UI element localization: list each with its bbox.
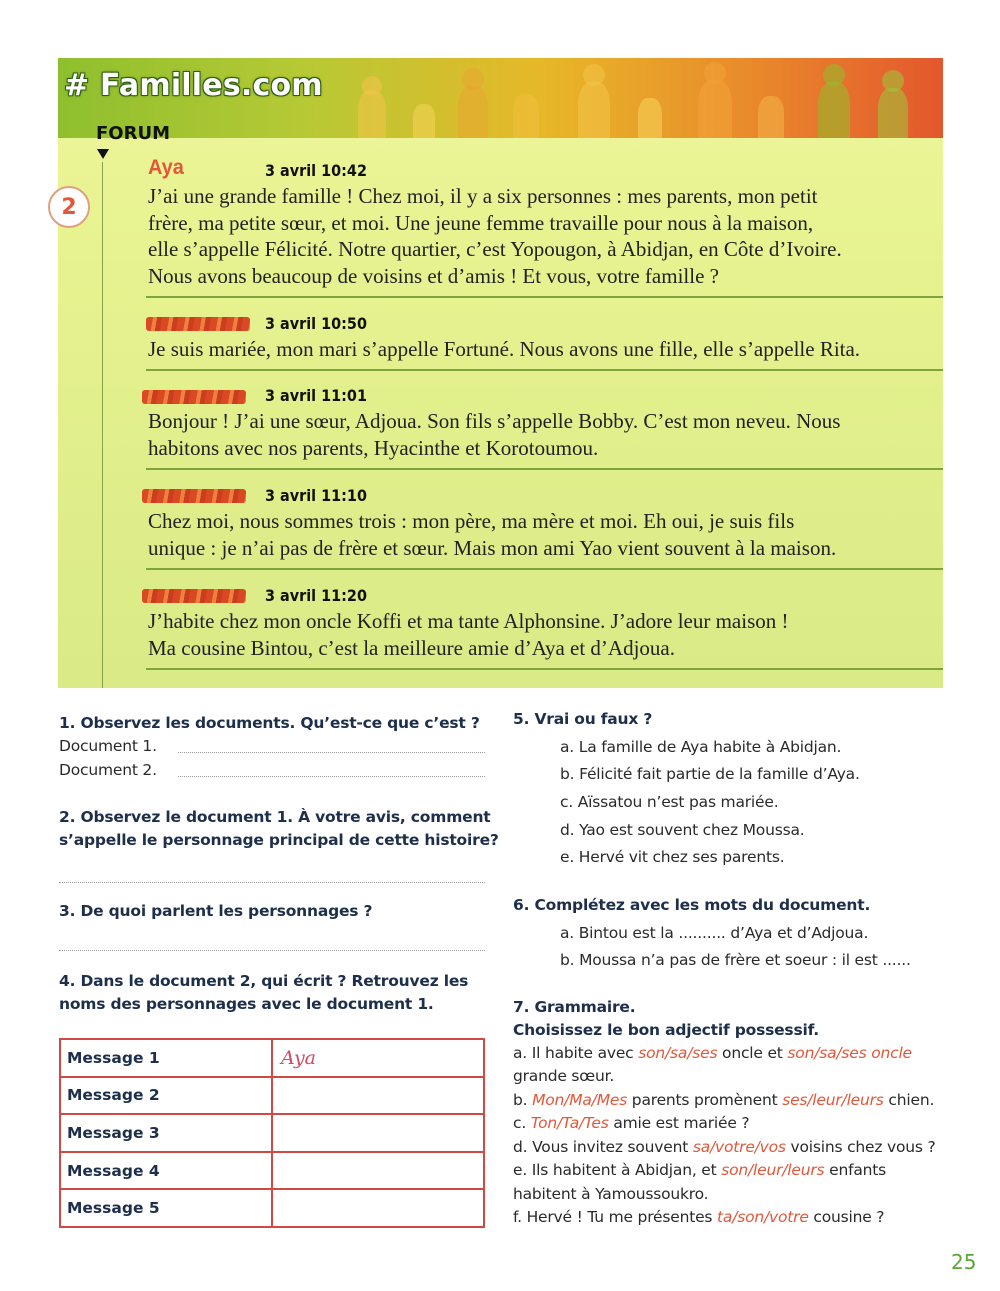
post-body — [148, 608, 938, 661]
question-4-title-line1: 4. Dans le document 2, qui écrit ? Retrouvez les — [59, 972, 469, 990]
document-1-label: Document 1. — [59, 737, 157, 755]
possessive-options: Mon/Ma/Mes — [532, 1091, 628, 1109]
question-4-title-line2: noms des personnages avec le document 1. — [59, 995, 434, 1013]
answer-line[interactable] — [178, 776, 485, 777]
possessive-options: Ton/Ta/Tes — [530, 1114, 609, 1132]
fill-in-item: b. Moussa n’a pas de frère et soeur : il est ...... — [560, 951, 911, 969]
question-7-title: 7. Grammaire. — [513, 998, 636, 1016]
possessive-options: sa/votre/vos — [692, 1138, 786, 1156]
grammar-item-b — [513, 1089, 934, 1112]
post-line: unique : je n’ai pas de frère et sœur. Mais mon ami Yao vient souvent à la maison. — [148, 535, 837, 560]
grammar-text: d. Vous invitez souvent — [513, 1138, 693, 1156]
grammar-item-f — [513, 1206, 884, 1229]
grammar-item-e — [513, 1159, 886, 1182]
true-false-item: b. Félicité fait partie de la famille d’Aya. — [560, 765, 860, 783]
grammar-item-a-cont: grande sœur. — [513, 1067, 615, 1085]
post-line: Nous avons beaucoup de voisins et d’amis ! Et vous, votre famille ? — [148, 263, 719, 288]
true-false-item: e. Hervé vit chez ses parents. — [560, 848, 785, 866]
question-7-subtitle: Choisissez le bon adjectif possessif. — [513, 1021, 819, 1039]
post-line: J’habite chez mon oncle Koffi et ma tante Alphonsine. J’adore leur maison ! — [148, 609, 789, 633]
redacted-author — [142, 390, 246, 404]
message-label: Message 1 — [60, 1039, 272, 1077]
forum-section-label: FORUM — [96, 123, 170, 144]
redacted-author — [146, 317, 250, 331]
grammar-item-e-cont: habitent à Yamoussoukro. — [513, 1185, 709, 1203]
true-false-item: d. Yao est souvent chez Moussa. — [560, 821, 805, 839]
post-separator — [146, 296, 943, 298]
document-2-label: Document 2. — [59, 761, 157, 779]
site-title: # Familles.com — [64, 68, 323, 103]
post-body — [148, 336, 938, 363]
table-row — [60, 1039, 484, 1077]
post-line: J’ai une grande famille ! Chez moi, il y a six personnes : mes parents, mon petit — [148, 184, 818, 208]
grammar-text: f. Hervé ! Tu me présentes — [513, 1208, 718, 1226]
grammar-text: parents promènent — [627, 1091, 783, 1109]
grammar-item-c — [513, 1112, 749, 1135]
question-2-title-line1: 2. Observez le document 1. À votre avis, comment — [59, 808, 491, 826]
post-body — [148, 183, 938, 289]
table-row — [60, 1152, 484, 1190]
table-row — [60, 1189, 484, 1227]
message-label: Message 4 — [60, 1152, 272, 1190]
grammar-text: cousine ? — [808, 1208, 885, 1226]
question-1-title: 1. Observez les documents. Qu’est-ce que c’est ? — [59, 714, 480, 732]
question-3-title: 3. De quoi parlent les personnages ? — [59, 902, 373, 920]
post-line: Chez moi, nous sommes trois : mon père, ma mère et moi. Eh oui, je suis fils — [148, 509, 795, 533]
grammar-text: oncle et — [717, 1044, 788, 1062]
post-body — [148, 508, 938, 561]
possessive-options: ta/son/votre — [717, 1208, 809, 1226]
fill-in-item: a. Bintou est la .......... d’Aya et d’Adjoua. — [560, 924, 869, 942]
message-answer-cell[interactable] — [272, 1114, 484, 1152]
post-body — [148, 408, 938, 461]
answer-line[interactable] — [178, 752, 485, 753]
post-timestamp: 3 avril 10:50 — [265, 314, 367, 333]
question-6-title: 6. Complétez avec les mots du document. — [513, 896, 871, 914]
redacted-author — [142, 589, 246, 603]
grammar-item-a — [513, 1042, 912, 1065]
message-answer-cell[interactable]: Aya — [272, 1039, 484, 1077]
grammar-text: amie est mariée ? — [608, 1114, 750, 1132]
post-line: Bonjour ! J’ai une sœur, Adjoua. Son fils s’appelle Bobby. C’est mon neveu. Nous — [148, 409, 841, 433]
triangle-down-icon — [97, 149, 109, 159]
grammar-text: e. Ils habitent à Abidjan, et — [513, 1161, 722, 1179]
grammar-text: b. — [513, 1091, 533, 1109]
post-line: Ma cousine Bintou, c’est la meilleure amie d’Aya et d’Adjoua. — [148, 635, 675, 660]
message-author-table — [59, 1038, 485, 1228]
message-label: Message 5 — [60, 1189, 272, 1227]
post-line: elle s’appelle Félicité. Notre quartier, c’est Yopougon, à Abidjan, en Côte d’Ivoire. — [148, 237, 842, 261]
post-separator — [146, 468, 943, 470]
post-line: frère, ma petite sœur, et moi. Une jeune femme travaille pour nous à la maison, — [148, 210, 814, 235]
possessive-options: son/sa/ses — [638, 1044, 718, 1062]
question-2-title-line2: s’appelle le personnage principal de cette histoire? — [59, 831, 499, 849]
grammar-text: enfants — [824, 1161, 887, 1179]
message-label: Message 2 — [60, 1077, 272, 1115]
answer-line[interactable] — [59, 950, 485, 951]
forum-document — [58, 58, 943, 688]
possessive-options: ses/leur/leurs — [782, 1091, 884, 1109]
answer-line[interactable] — [59, 882, 485, 883]
post-timestamp: 3 avril 10:42 — [265, 161, 367, 180]
post-timestamp: 3 avril 11:20 — [265, 586, 367, 605]
message-label: Message 3 — [60, 1114, 272, 1152]
table-row — [60, 1077, 484, 1115]
page-number: 25 — [951, 1250, 977, 1274]
post-author: Aya — [148, 156, 184, 179]
post-separator — [146, 668, 943, 670]
true-false-item: a. La famille de Aya habite à Abidjan. — [560, 738, 842, 756]
post-timestamp: 3 avril 11:01 — [265, 386, 367, 405]
post-line: Je suis mariée, mon mari s’appelle Fortuné. Nous avons une fille, elle s’appelle Rita. — [148, 337, 861, 361]
post-separator — [146, 369, 943, 371]
possessive-options: son/sa/ses oncle — [787, 1044, 912, 1062]
message-answer-cell[interactable] — [272, 1152, 484, 1190]
thread-line — [102, 162, 103, 688]
grammar-text: a. Il habite avec — [513, 1044, 639, 1062]
question-5-title: 5. Vrai ou faux ? — [513, 710, 653, 728]
post-line: habitons avec nos parents, Hyacinthe et Korotoumou. — [148, 435, 599, 460]
message-answer-cell[interactable] — [272, 1077, 484, 1115]
table-row — [60, 1114, 484, 1152]
post-separator — [146, 568, 943, 570]
document-number-badge: 2 — [48, 186, 90, 228]
grammar-text: c. — [513, 1114, 531, 1132]
true-false-item: c. Aïssatou n’est pas mariée. — [560, 793, 779, 811]
post-timestamp: 3 avril 11:10 — [265, 486, 367, 505]
possessive-options: son/leur/leurs — [721, 1161, 825, 1179]
grammar-item-d — [513, 1136, 936, 1159]
grammar-text: voisins chez vous ? — [785, 1138, 936, 1156]
message-answer-cell[interactable] — [272, 1189, 484, 1227]
redacted-author — [142, 489, 246, 503]
grammar-text: chien. — [883, 1091, 935, 1109]
